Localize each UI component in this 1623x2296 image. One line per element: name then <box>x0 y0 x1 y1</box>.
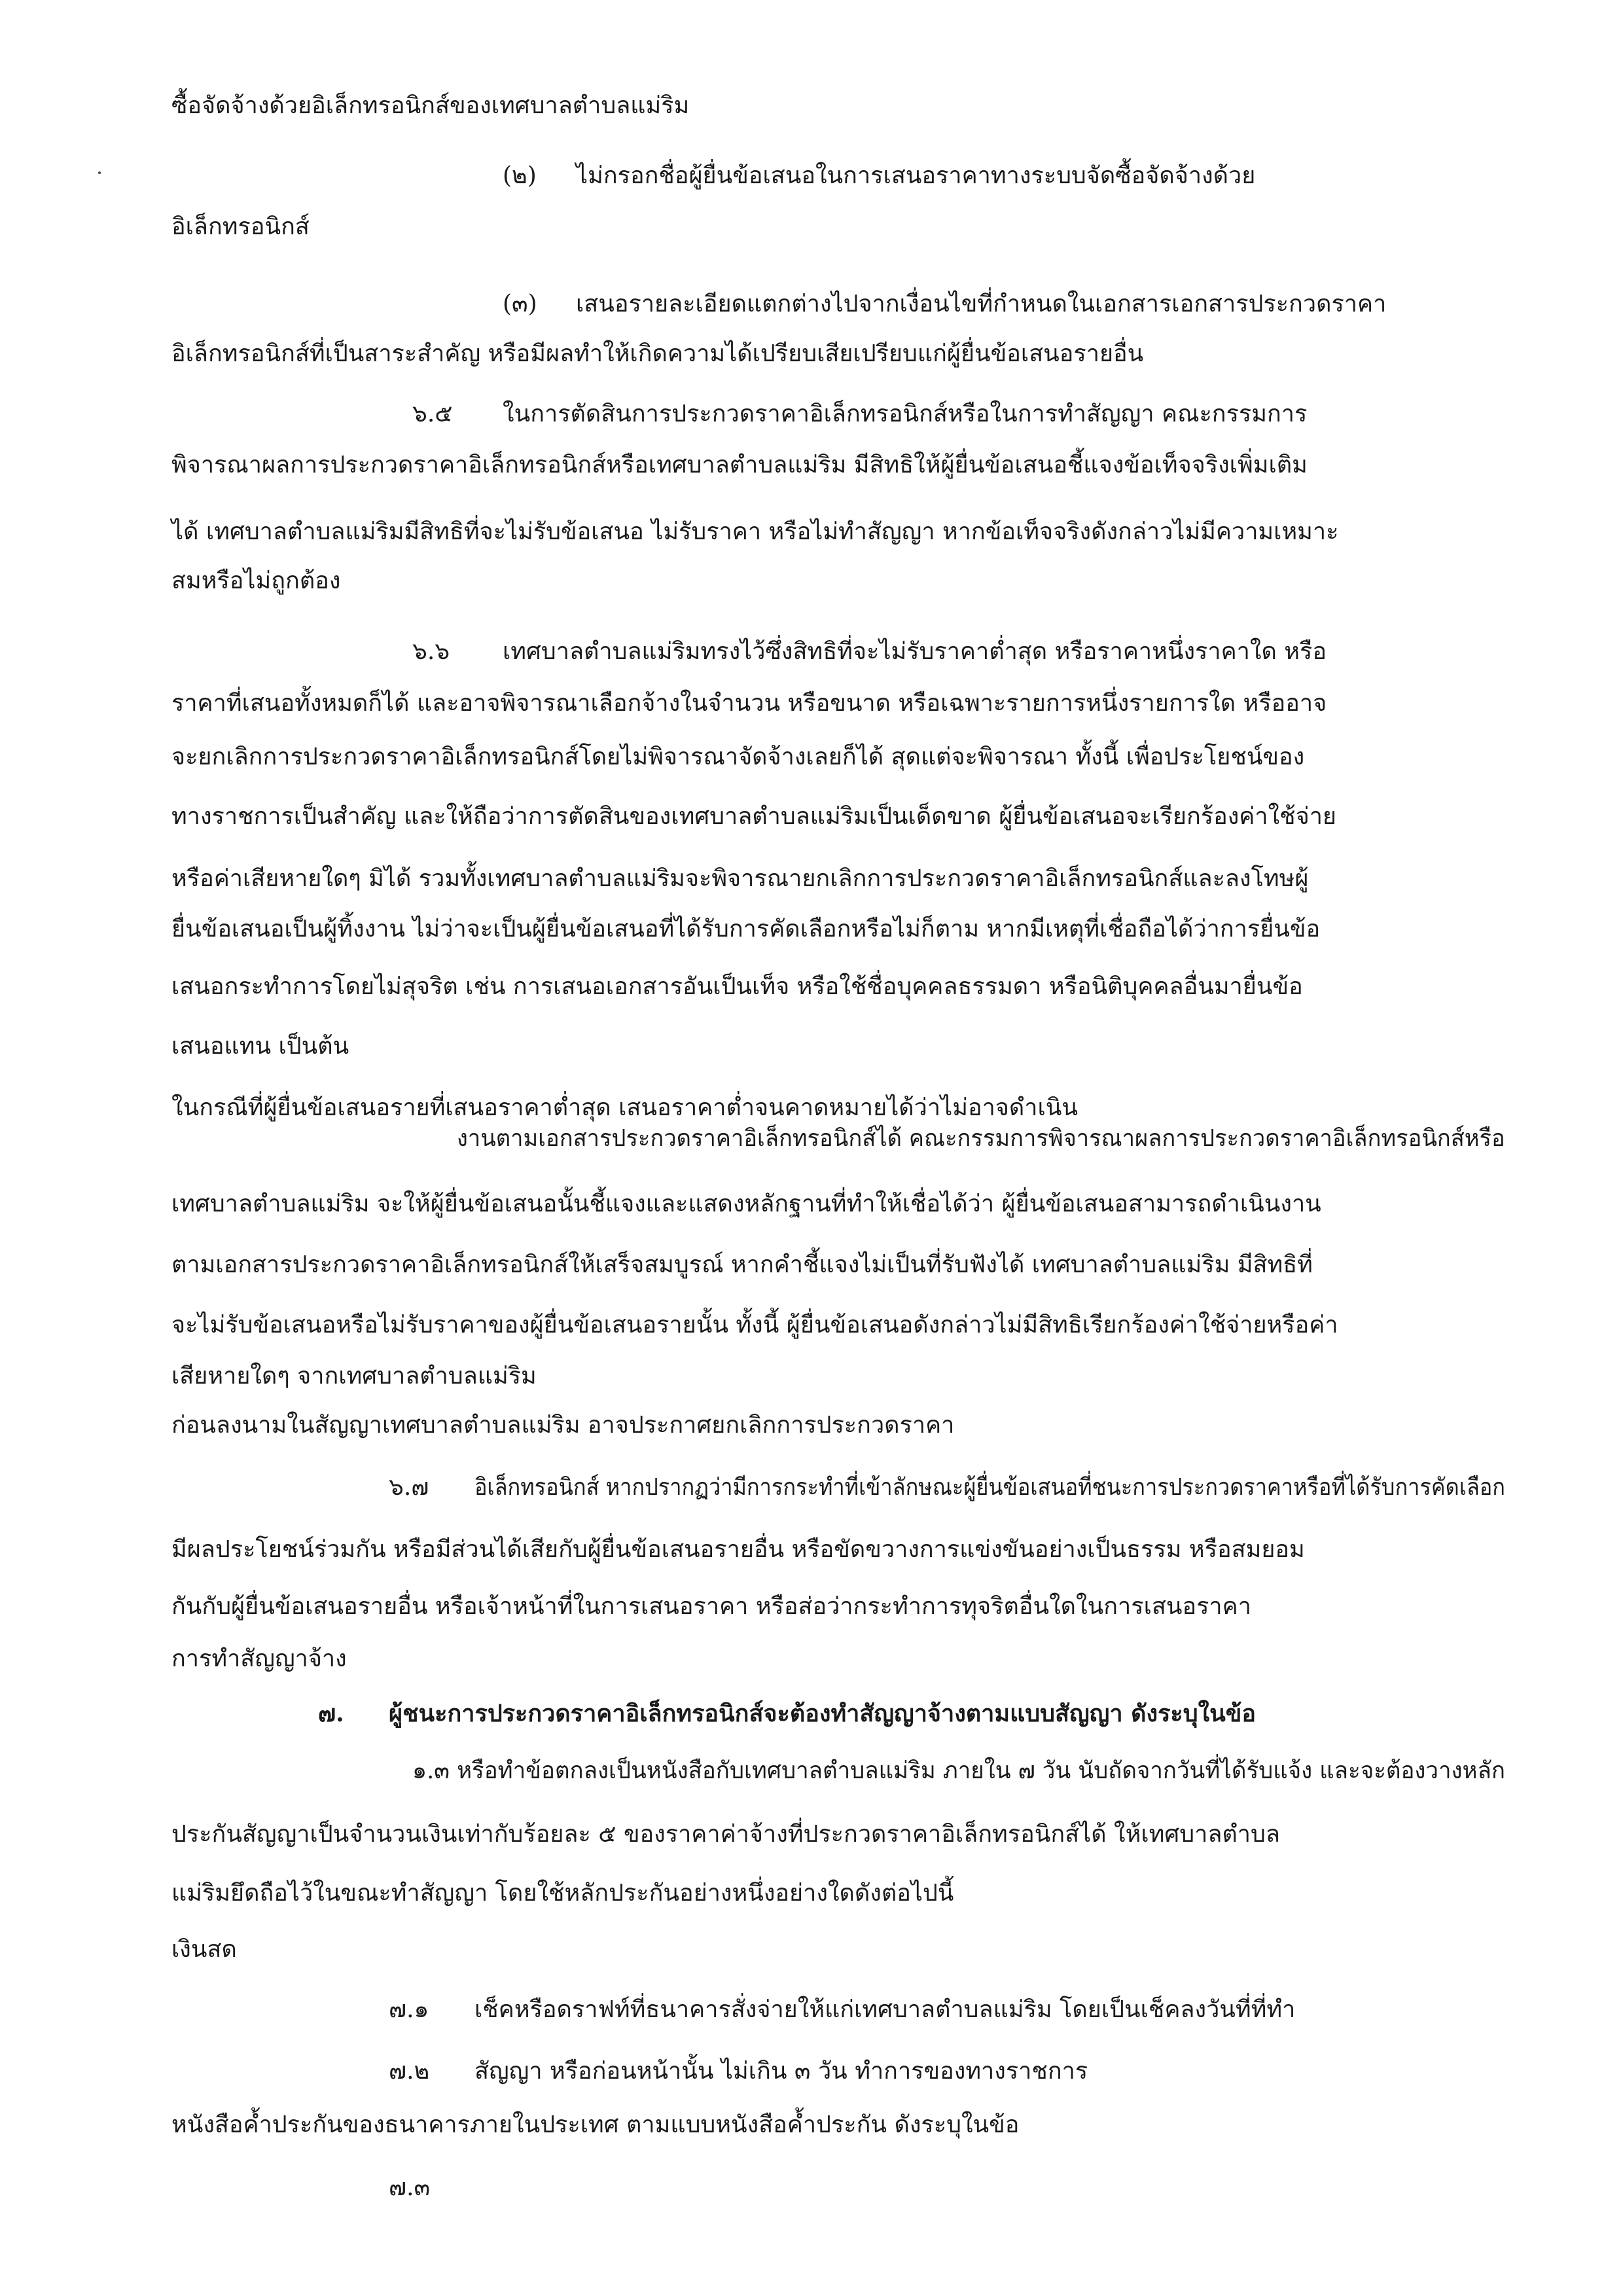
text-line: หนังสือค้ำประกันของธนาคารภายในประเทศ ตามแบบหนังสือค้ำประกัน ดังระบุในข้อ <box>171 2111 1020 2138</box>
section-number: ๖.๕ <box>412 401 453 427</box>
text-line: พิจารณาผลการประกวดราคาอิเล็กทรอนิกส์หรือเทศบาลตำบลแม่ริม มีสิทธิให้ผู้ยื่นข้อเสนอชี้แจงข้อเท็จจริงเพิ่มเติม <box>171 452 1308 478</box>
text-line: เสนอกระทำการโดยไม่สุจริต เช่น การเสนอเอกสารอันเป็นเท็จ หรือใช้ชื่อบุคคลธรรมดา หรือนิติบุคคลอื่นมายื่นข้อ <box>171 973 1303 1000</box>
text-line: กันกับผู้ยื่นข้อเสนอรายอื่น หรือเจ้าหน้าที่ในการเสนอราคา หรือส่อว่ากระทำการทุจริตอื่นใดในการเสนอราคา <box>171 1593 1251 1620</box>
text-line: ทางราชการเป็นสำคัญ และให้ถือว่าการตัดสินของเทศบาลตำบลแม่ริมเป็นเด็ดขาด ผู้ยื่นข้อเสนอจะเรียกร้องค่าใช้จ่าย <box>171 803 1336 830</box>
text-line: ประกันสัญญาเป็นจำนวนเงินเท่ากับร้อยละ ๕ ของราคาค่าจ้างที่ประกวดราคาอิเล็กทรอนิกส์ได้ ให้เทศบาลตำบล <box>171 1821 1280 1848</box>
text-line: เงินสด <box>171 1936 237 1963</box>
text-line: อิเล็กทรอนิกส์ หากปรากฏว่ามีการกระทำที่เข้าลักษณะผู้ยื่นข้อเสนอที่ชนะการประกวดราคาหรือที่ได้รับการคัดเลือก <box>474 1474 1505 1501</box>
section-number: ๗.๑ <box>389 1996 429 2023</box>
text-line: อิเล็กทรอนิกส์ <box>171 213 310 240</box>
text-line: ยื่นข้อเสนอเป็นผู้ทิ้งงาน ไม่ว่าจะเป็นผู้ยื่นข้อเสนอที่ได้รับการคัดเลือกหรือไม่ก็ตาม หากมีเหตุที่เชื่อถือได้ว่าการยื่นข้อ <box>171 916 1321 942</box>
text-line: เสนอรายละเอียดแตกต่างไปจากเงื่อนไขที่กำหนดในเอกสารเอกสารประกวดราคา <box>576 291 1387 317</box>
text-line: แม่ริมยึดถือไว้ในขณะทำสัญญา โดยใช้หลักประกันอย่างหนึ่งอย่างใดดังต่อไปนี้ <box>171 1880 954 1907</box>
text-line: ๑.๓ หรือทำข้อตกลงเป็นหนังสือกับเทศบาลตำบลแม่ริม ภายใน ๗ วัน นับถัดจากวันที่ได้รับแจ้ง และจะต้องวางหลัก <box>412 1757 1505 1784</box>
text-line: ในกรณีที่ผู้ยื่นข้อเสนอรายที่เสนอราคาต่ำสุด เสนอราคาต่ำจนคาดหมายได้ว่าไม่อาจดำเนิน <box>171 1094 1078 1121</box>
text-line: เทศบาลตำบลแม่ริม จะให้ผู้ยื่นข้อเสนอนั้นชี้แจงและแสดงหลักฐานที่ทำให้เชื่อได้ว่า ผู้ยื่นข้อเสนอสามารถดำเนินงาน <box>171 1191 1321 1217</box>
text-line: ซื้อจัดจ้างด้วยอิเล็กทรอนิกส์ของเทศบาลตำบลแม่ริม <box>171 92 690 119</box>
text-line: ได้ เทศบาลตำบลแม่ริมมีสิทธิที่จะไม่รับข้อเสนอ ไม่รับราคา หรือไม่ทำสัญญา หากข้อเท็จจริงดังกล่าวไม่มีความเหมาะ <box>171 518 1339 545</box>
text-line: งานตามเอกสารประกวดราคาอิเล็กทรอนิกส์ได้ คณะกรรมการพิจารณาผลการประกวดราคาอิเล็กทรอนิกส์หรือ <box>457 1125 1505 1152</box>
text-line: ตามเอกสารประกวดราคาอิเล็กทรอนิกส์ให้เสร็จสมบูรณ์ หากคำชี้แจงไม่เป็นที่รับฟังได้ เทศบาลตำบลแม่ริม มีสิทธิที่ <box>171 1251 1313 1278</box>
item-number: (๒) <box>503 162 537 189</box>
text-line: จะไม่รับข้อเสนอหรือไม่รับราคาของผู้ยื่นข้อเสนอรายนั้น ทั้งนี้ ผู้ยื่นข้อเสนอดังกล่าวไม่มีสิทธิเรียกร้องค่าใช้จ่ายหรือค่า <box>171 1312 1338 1338</box>
section-number: ๗.๓ <box>389 2174 431 2201</box>
section-number: ๗. <box>318 1700 344 1727</box>
scan-speck <box>98 171 101 174</box>
text-line: หรือค่าเสียหายใดๆ มิได้ รวมทั้งเทศบาลตำบลแม่ริมจะพิจารณายกเลิกการประกวดราคาอิเล็กทรอนิกส์และลงโทษผู้ <box>171 865 1309 892</box>
text-line: อิเล็กทรอนิกส์ที่เป็นสาระสำคัญ หรือมีผลทำให้เกิดความได้เปรียบเสียเปรียบแก่ผู้ยื่นข้อเสนอรายอื่น <box>171 340 1144 367</box>
section-number: ๖.๖ <box>412 638 450 665</box>
text-line: สมหรือไม่ถูกต้อง <box>171 567 341 594</box>
text-line: จะยกเลิกการประกวดราคาอิเล็กทรอนิกส์โดยไม่พิจารณาจัดจ้างเลยก็ได้ สุดแต่จะพิจารณา ทั้งนี้ เพื่อประโยชน์ของ <box>171 744 1305 770</box>
text-line: เสียหายใดๆ จากเทศบาลตำบลแม่ริม <box>171 1363 537 1390</box>
section-heading: ผู้ชนะการประกวดราคาอิเล็กทรอนิกส์จะต้องทำสัญญาจ้างตามแบบสัญญา ดังระบุในข้อ <box>389 1700 1257 1727</box>
text-line: เทศบาลตำบลแม่ริมทรงไว้ซึ่งสิทธิที่จะไม่รับราคาต่ำสุด หรือราคาหนึ่งราคาใด หรือ <box>503 638 1327 665</box>
text-line: เสนอแทน เป็นต้น <box>171 1033 349 1060</box>
text-line: ในการตัดสินการประกวดราคาอิเล็กทรอนิกส์หรือในการทำสัญญา คณะกรรมการ <box>503 401 1308 427</box>
section-number: ๖.๗ <box>389 1474 429 1501</box>
text-line: ไม่กรอกชื่อผู้ยื่นข้อเสนอในการเสนอราคาทางระบบจัดซื้อจัดจ้างด้วย <box>576 162 1256 189</box>
text-line: เช็คหรือดราฟท์ที่ธนาคารสั่งจ่ายให้แก่เทศบาลตำบลแม่ริม โดยเป็นเช็คลงวันที่ที่ทำ <box>474 1996 1296 2023</box>
text-line: ก่อนลงนามในสัญญาเทศบาลตำบลแม่ริม อาจประกาศยกเลิกการประกวดราคา <box>171 1412 955 1439</box>
text-line: ราคาที่เสนอทั้งหมดก็ได้ และอาจพิจารณาเลือกจ้างในจำนวน หรือขนาด หรือเฉพาะรายการหนึ่งรายการใด หรืออาจ <box>171 690 1327 717</box>
text-line: สัญญา หรือก่อนหน้านั้น ไม่เกิน ๓ วัน ทำการของทางราชการ <box>474 2058 1088 2085</box>
item-number: (๓) <box>503 291 537 317</box>
text-line: การทำสัญญาจ้าง <box>171 1645 347 1672</box>
section-number: ๗.๒ <box>389 2058 430 2085</box>
text-line: มีผลประโยชน์ร่วมกัน หรือมีส่วนได้เสียกับผู้ยื่นข้อเสนอรายอื่น หรือขัดขวางการแข่งขันอย่างเป็นธรรม หรือสมยอม <box>171 1536 1305 1563</box>
